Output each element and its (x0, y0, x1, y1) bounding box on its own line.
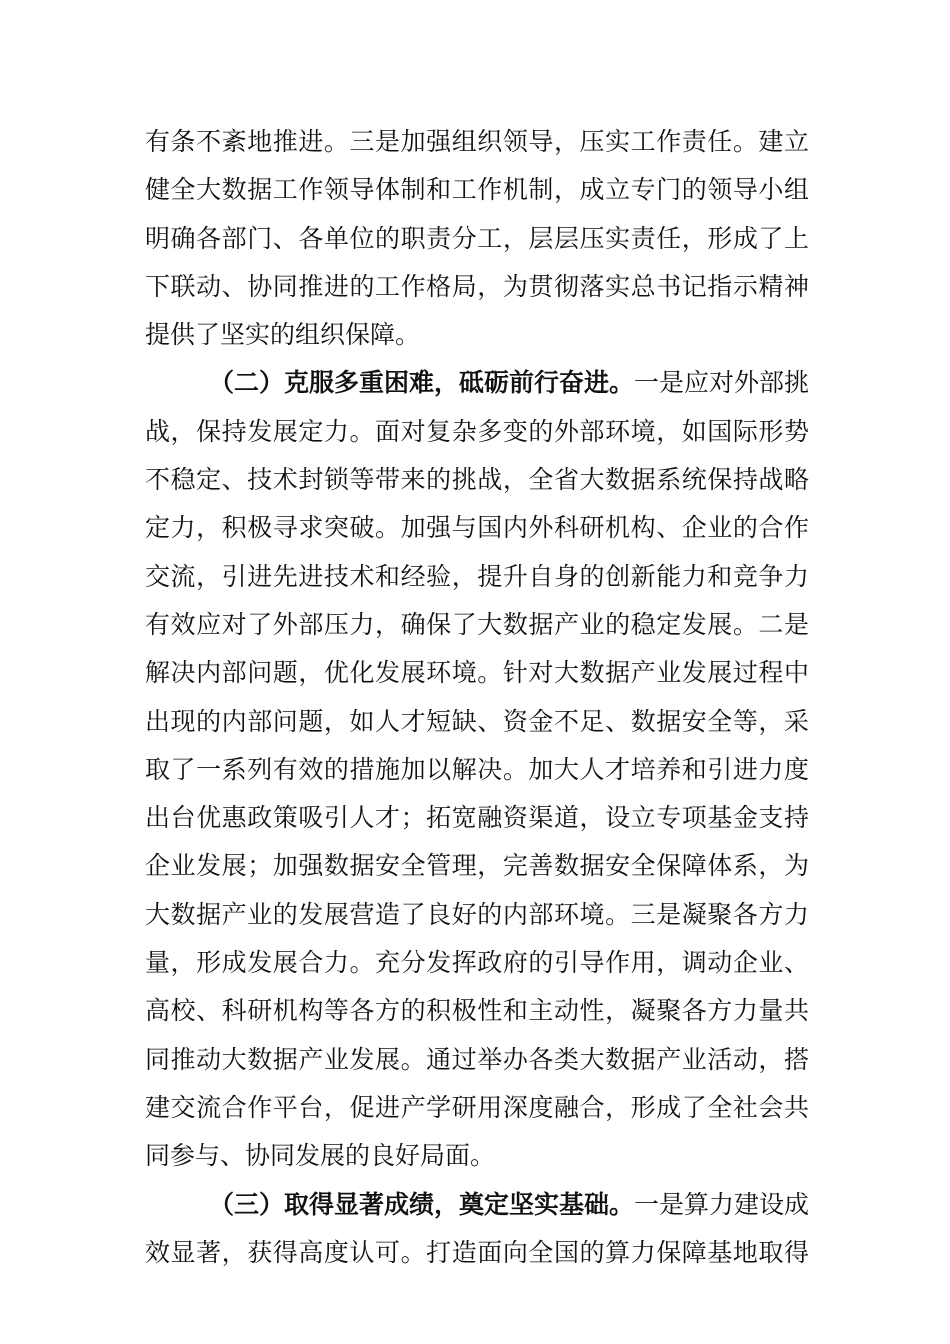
text-line: 交流，引进先进技术和经验，提升自身的创新能力和竞争力 (145, 561, 809, 591)
text-run: 一是算力建设成 (634, 1189, 810, 1219)
text-line: 取了一系列有效的措施加以解决。加大人才培养和引进力度 (145, 754, 809, 784)
text-line: 有条不紊地推进。三是加强组织领导，压实工作责任。建立 (145, 127, 809, 156)
text-line: 提供了坚实的组织保障。 (145, 320, 421, 350)
text-line: 不稳定、技术封锁等带来的挑战，全省大数据系统保持战略 (145, 465, 809, 495)
paragraph-first-line (145, 359, 809, 407)
text-line: 下联动、协同推进的工作格局，为贯彻落实总书记指示精神 (145, 271, 809, 301)
text-line: 高校、科研机构等各方的积极性和主动性，凝聚各方力量共 (145, 996, 809, 1026)
text-line: 量，形成发展合力。充分发挥政府的引导作用，调动企业、 (145, 948, 809, 978)
text-line: 有效应对了外部压力，确保了大数据产业的稳定发展。二是 (145, 609, 809, 639)
text-line: 同推动大数据产业发展。通过举办各类大数据产业活动，搭 (145, 1044, 809, 1074)
text-line: 效显著，获得高度认可。打造面向全国的算力保障基地取得 (145, 1237, 809, 1267)
text-line: 解决内部问题，优化发展环境。针对大数据产业发展过程中 (145, 658, 809, 688)
text-line: 建交流合作平台，促进产学研用深度融合，形成了全社会共 (145, 1092, 809, 1122)
text-line: 企业发展；加强数据安全管理，完善数据安全保障体系，为 (145, 851, 809, 881)
text-line: 同参与、协同发展的良好局面。 (145, 1141, 496, 1171)
text-line: 健全大数据工作领导体制和工作机制，成立专门的领导小组 (145, 175, 809, 205)
section-heading: （三）取得显著成绩，奠定坚实基础。 (209, 1189, 635, 1219)
paragraph-first-line (145, 1181, 809, 1229)
body-text (145, 118, 809, 1277)
text-line: 出台优惠政策吸引人才；拓宽融资渠道，设立专项基金支持 (145, 803, 809, 833)
text-run: 一是应对外部挑 (634, 368, 810, 398)
section-heading: （二）克服多重困难，砥砺前行奋进。 (209, 368, 635, 398)
text-line: 战，保持发展定力。面对复杂多变的外部环境，如国际形势 (145, 416, 809, 446)
text-line: 大数据产业的发展营造了良好的内部环境。三是凝聚各方力 (145, 899, 809, 929)
text-line: 明确各部门、各单位的职责分工，层层压实责任，形成了上 (145, 223, 809, 253)
text-line: 定力，积极寻求突破。加强与国内外科研机构、企业的合作 (145, 513, 809, 543)
text-line: 出现的内部问题，如人才短缺、资金不足、数据安全等，采 (145, 706, 809, 736)
